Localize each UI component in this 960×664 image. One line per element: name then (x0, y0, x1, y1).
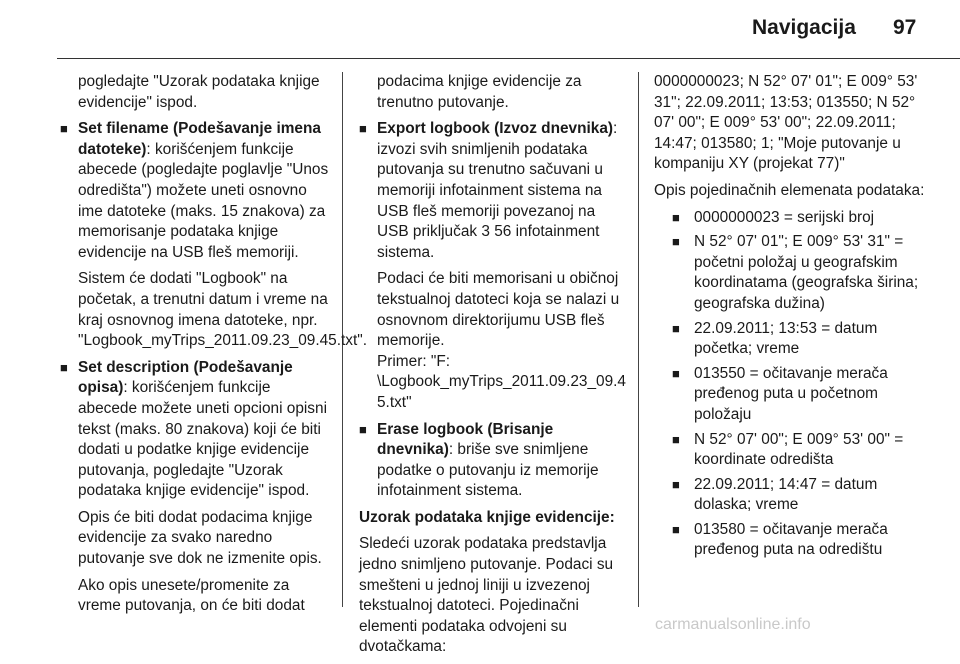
column-middle (359, 72, 629, 664)
paragraph: pogledajte "Uzorak podataka knjige evidencije" ispod. (78, 73, 320, 111)
list-item (60, 358, 330, 502)
item-title: Set filename (Podešavanje imena datoteke) (78, 120, 321, 158)
list-item (60, 119, 330, 263)
paragraph: Podaci će biti memorisani u običnoj tekstualnoj datoteci koja se nalazi u osnovnom direktorijumu USB fleš memorije. (377, 270, 620, 350)
paragraph: Sledeći uzorak podataka predstavlja jedno snimljeno putovanje. Podaci su smešteni u jednoj liniji u izvezenoj tekstualnoj datoteci. Pojedinačni elementi podataka odvojeni su dvotačkama: (359, 535, 614, 656)
paragraph: Opis pojedinačnih elemenata podataka: (654, 181, 925, 199)
list-item (359, 420, 629, 502)
list-item: ■ 22.09.2011; 13:53 = datum početka; vreme (672, 319, 878, 358)
example-path: \Logbook_myTrips_2011.09.23_09.45.txt" (377, 373, 626, 411)
item-text: : izvozi svih snimljenih podataka putovanja su trenutno sačuvani u memoriji infotainment sistema na USB fleš memoriji povezanoj na USB priključak (377, 120, 618, 241)
list-item: ■ 0000000023 = serijski broj (654, 208, 929, 229)
item-text: : briše sve snimljene podatke o putovanju iz memorije infotainment sistema. (377, 441, 599, 500)
paragraph: Ako opis unesete/promenite za vreme putovanja, on će biti dodat (78, 576, 305, 615)
bullet-icon: ■ (60, 121, 68, 137)
list-item: ■ 22.09.2011; 14:47 = datum dolaska; vreme (672, 475, 878, 514)
example-label: Primer: "F: (377, 352, 451, 370)
bullet-icon: ■ (672, 476, 680, 492)
bullet-icon: ■ (60, 359, 68, 375)
header-rule (57, 58, 960, 59)
bullet-icon: ■ (359, 121, 367, 137)
page-reference-icon: 3 (481, 223, 490, 241)
bullet-icon: ■ (672, 320, 680, 336)
column-divider (638, 72, 639, 607)
item-text: : korišćenjem funkcije abecede (pogledajte poglavlje "Unos odredišta") možete uneti osnovno ime datoteke (maks. 15 znakova) za memorisanje podataka knjige evidencije na USB fleš memoriji. (78, 140, 329, 261)
item-text: 56 infotainment sistema. (377, 223, 600, 261)
bullet-icon: ■ (359, 421, 367, 437)
list-item: ■ 013550 = očitavanje merača pređenog puta u početnom položaju (672, 364, 888, 423)
page-number: 97 (893, 16, 917, 39)
list-item: ■ N 52° 07' 00"; E 009° 53' 00" = koordinate odredišta (672, 430, 904, 469)
sample-record: 0000000023; N 52° 07' 01"; E 009° 53' 31"; 22.09.2011; 13:53; 013550; N 52° 07' 00"; E 009° 53' 00"; 22.09.2011; 14:47; 013580; 1; "Moje putovanje u kompaniju XY (projekat 77)" (654, 73, 918, 173)
paragraph: Opis će biti dodat podacima knjige evidencije za svako naredno putovanje sve dok ne izmenite opis. (78, 508, 322, 568)
bullet-icon: ■ (672, 234, 680, 250)
section-title: Navigacija (752, 16, 856, 39)
watermark: carmanualsonline.info (655, 616, 811, 633)
column-right (654, 72, 929, 565)
list-item (359, 119, 629, 263)
subheading: Uzorak podataka knjige evidencije: (359, 508, 615, 526)
paragraph: Sistem će dodati "Logbook" na početak, a trenutni datum i vreme na kraj osnovnog imena datoteke, npr. "Logbook_myTrips_2011.09.23_09.45.txt". (78, 270, 368, 350)
item-text: : korišćenjem funkcije abecede možete uneti opcioni opisni tekst (maks. 80 znakova) koji će biti dodati u podatke knjige evidencije putovanja, pogledajte "Uzorak podataka knjige evidencije" ispod. (78, 379, 327, 500)
paragraph: podacima knjige evidencije za trenutno putovanje. (377, 73, 582, 111)
bullet-icon: ■ (672, 209, 680, 225)
list-item: ■ N 52° 07' 01"; E 009° 53' 31" = početni položaj u geografskim koordinatama (geografska širina; geografska dužina) (672, 233, 919, 312)
page-header (0, 0, 960, 58)
bullet-icon: ■ (672, 521, 680, 537)
list-item: ■ 013580 = očitavanje merača pređenog puta na odredištu (672, 520, 888, 559)
item-title: Set description (Podešavanje opisa) (78, 358, 293, 397)
bullet-icon: ■ (672, 431, 680, 447)
item-title: Erase logbook (Brisanje dnevnika) (377, 420, 554, 459)
column-left (60, 72, 368, 623)
item-title: Export logbook (Izvoz dnevnika) (377, 120, 614, 138)
paragraph (359, 352, 629, 414)
bullet-icon: ■ (672, 365, 680, 381)
